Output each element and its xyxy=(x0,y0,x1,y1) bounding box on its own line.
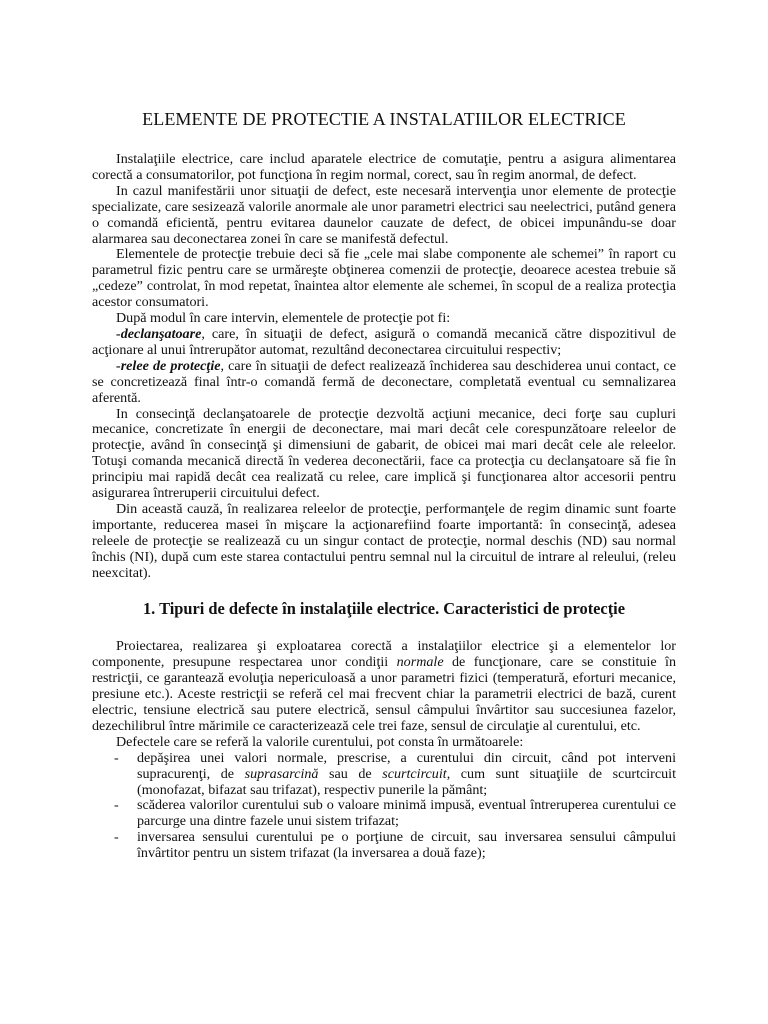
type-desc: , care în situaţii de defect realizează închiderea sau deschiderea unui contact, ce se concretizează final într-o comandă fermă de deconectare, completată eventual cu semnalizarea aferentă. xyxy=(92,357,676,406)
paragraph-dynamic-performance: Din această cauză, în realizarea releelor de protecţie, performanţele de regim dinamic sunt foarte importante, reducerea masei în mişcare la acţionarefiind foarte importantă: în consecinţă, adesea releele de protecţie se realizează cu un singur contact de protecţie, normal deschis (ND) sau normal închis (NI), după cum este starea contactului pentru semnal nul la circuitul de intrare al releului, (releu neexcitat). xyxy=(92,500,676,581)
paragraph-weakest-components: Elementele de protecţie trebuie deci să fie „cele mai slabe componente ale schemei” în raport cu parametrul fizic pentru care se urmăreşte obţinerea comenzii de protecţie, deoarece acestea trebuie să „cedeze” controlat, în mod repetat, înaintea altor elemente ale schemei, în scopul de a realiza protecţia acestor consumatori. xyxy=(92,246,676,311)
type-term: -declanşatoare xyxy=(116,325,202,342)
paragraph-types-intro: După modul în care intervin, elementele de protecţie pot fi: xyxy=(116,310,451,327)
defect-list xyxy=(92,751,676,862)
dash-bullet: - xyxy=(114,829,119,846)
text-run: Proiectarea, realizarea şi exploatarea corectă a instalaţiilor electrice şi a elementelor lor componente, presupune respectarea unor condiţii xyxy=(92,638,676,671)
paragraph-restrictions xyxy=(92,639,676,734)
type-desc: , care, în situaţii de defect, asigură o comandă mecanică către dispozitivul de acţionare al unui întrerupător automat, rezultând deconectarea circuitului respectiv; xyxy=(92,325,676,358)
text-emphasis: normale xyxy=(396,654,444,671)
paragraph-intro: Instalaţiile electrice, care includ aparatele electrice de comutaţie, pentru a asigura alimentarea corectă a consumatorilor, pot funcţiona în regim normal, corect, sau în regim anormal, de defect. xyxy=(92,151,676,183)
text-run: , cum sunt situaţiile de scurtcircuit (monofazat, bifazat sau trifazat), respectiv punerile la pământ; xyxy=(137,765,676,798)
text-run: scăderea valorilor curentului sub o valoare minimă impusă, eventual întreruperea curentului ce parcurge una dintre fazele unui sistem trifazat; xyxy=(137,797,676,830)
type-item-relee xyxy=(92,359,676,407)
text-run: sau de xyxy=(318,765,383,782)
section-heading: 1. Tipuri de defecte în instalaţiile electrice. Caracteristici de protecţie xyxy=(142,599,625,619)
text-emphasis: scurtcircuit xyxy=(382,765,447,782)
text-run: de funcţionare, care se constituie în restricţii, ce garantează evoluţia nepericuloasă a unor parametri fizici (temperatură, eforturi mecanice, presiune etc.). Aceste restricţii se referă cel mai frecvent chiar la parametrii electrici de bază, curent electric, tensiune electrică sau putere electrică, sensul câmpului învârtitor sau succesiunea fazelor, dezechilibrul între mărimile ce caracterizează cele trei faze, sensul de circulaţie al curentului, etc. xyxy=(92,654,677,734)
text-emphasis: suprasarcină xyxy=(244,765,319,782)
dash-bullet: - xyxy=(114,749,119,766)
paragraph-current-defects: Defectele care se referă la valorile curentului, pot consta în următoarele: xyxy=(116,733,524,750)
dash-bullet: - xyxy=(114,797,119,814)
text-run: inversarea sensului curentului pe o porţiune de circuit, sau inversarea sensului câmpului învârtitor pentru un sistem trifazat (la inversarea a două faze); xyxy=(137,829,676,862)
document-body xyxy=(92,152,676,862)
list-item xyxy=(92,798,676,830)
type-item-declansatoare xyxy=(92,327,676,359)
text-run: depăşirea unei valori normale, prescrise, a curentului din circuit, când pot interveni supracurenţi, de xyxy=(137,749,676,782)
paragraph-consequence: In consecinţă declanşatoarele de protecţie dezvoltă acţiuni mecanice, deci forţe sau cupluri mecanice, concretizate în energii de deconectare, mai mari decât cele corespunzătoare releelor de protecţie, având în consecinţă şi dimensiuni de gabarit, de obicei mai mari decât cele ale releelor. Totuşi comanda mecanică directă în vederea deconectării, face ca protecţia cu declanşatoare să fie în principiu mai rapidă decât cea realizată cu relee, care implică şi funcţionarea altor accesorii pentru asigurarea întreruperii circuitului defect. xyxy=(92,405,676,502)
list-item xyxy=(92,830,676,862)
document-title: ELEMENTE DE PROTECTIE A INSTALATIILOR ELECTRICE xyxy=(142,109,626,129)
type-term: -relee de protecţie xyxy=(116,357,221,374)
list-item xyxy=(92,751,676,799)
paragraph-defect-situations: In cazul manifestării unor situaţii de defect, este necesară intervenţia unor elemente de protecţie specializate, care sesizează valorile anormale ale unor parametri electrici sau neelectrici, putând genera o comandă eficientă, pentru evitarea daunelor cauzate de defect, de obicei impunându-se doar alarmarea sau deconectarea zonei în care se manifestă defectul. xyxy=(92,182,676,247)
